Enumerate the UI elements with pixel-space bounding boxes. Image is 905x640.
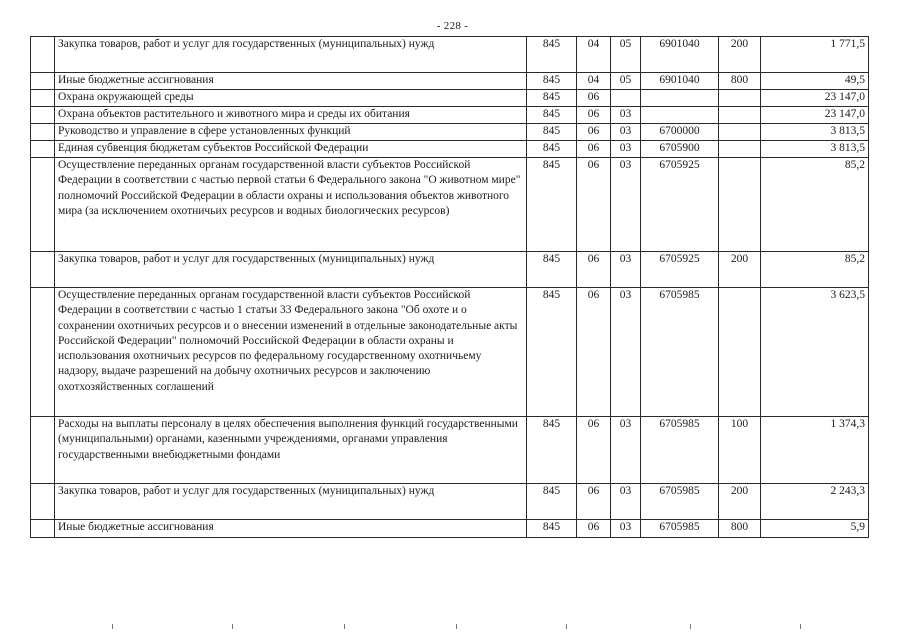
budget-table	[30, 36, 869, 538]
row-subsection	[611, 90, 641, 107]
row-expense-type: 200	[719, 484, 761, 520]
row-expense-type	[719, 90, 761, 107]
row-name: Охрана объектов растительного и животного мира и среды их обитания	[55, 107, 527, 124]
row-sum: 1 374,3	[761, 417, 869, 484]
row-margin-cell	[31, 252, 55, 288]
row-sum: 2 243,3	[761, 484, 869, 520]
row-margin-cell	[31, 37, 55, 73]
row-target-article	[641, 107, 719, 124]
row-section: 06	[577, 252, 611, 288]
row-grbs: 845	[527, 520, 577, 538]
table-row	[31, 90, 869, 107]
row-grbs: 845	[527, 90, 577, 107]
row-subsection: 03	[611, 107, 641, 124]
row-subsection: 03	[611, 288, 641, 417]
row-target-article: 6705925	[641, 252, 719, 288]
row-target-article: 6901040	[641, 37, 719, 73]
row-name: Закупка товаров, работ и услуг для государственных (муниципальных) нужд	[55, 37, 527, 73]
table-row	[31, 288, 869, 417]
row-subsection: 05	[611, 37, 641, 73]
row-margin-cell	[31, 417, 55, 484]
row-subsection: 03	[611, 252, 641, 288]
row-target-article: 6705985	[641, 484, 719, 520]
row-grbs: 845	[527, 124, 577, 141]
row-subsection: 03	[611, 484, 641, 520]
row-sum: 23 147,0	[761, 90, 869, 107]
row-name: Иные бюджетные ассигнования	[55, 73, 527, 90]
row-margin-cell	[31, 520, 55, 538]
table-row	[31, 107, 869, 124]
row-sum: 3 813,5	[761, 124, 869, 141]
row-target-article: 6700000	[641, 124, 719, 141]
row-expense-type	[719, 141, 761, 158]
row-margin-cell	[31, 288, 55, 417]
row-grbs: 845	[527, 484, 577, 520]
row-grbs: 845	[527, 107, 577, 124]
row-section: 06	[577, 520, 611, 538]
row-margin-cell	[31, 73, 55, 90]
row-expense-type: 800	[719, 73, 761, 90]
row-sum: 1 771,5	[761, 37, 869, 73]
row-target-article: 6705900	[641, 141, 719, 158]
row-section: 06	[577, 141, 611, 158]
row-section: 06	[577, 417, 611, 484]
row-margin-cell	[31, 107, 55, 124]
row-expense-type: 200	[719, 37, 761, 73]
row-subsection: 03	[611, 158, 641, 252]
row-name: Осуществление переданных органам государственной власти субъектов Российской Федерации в соответствии с частью 1 статьи 33 Федерального закона "Об охоте и о сохранении охотничьих ресурсов и о внесении изменений в отдельные законодательные акты Российской Федерации" полномочий Российской Федерации в области охраны и использования охотничьих ресурсов по федеральному государственному охотничьему надзору, выдаче разрешений на добычу охотничьих ресурсов и заключению охотхозяйственных соглашений	[55, 288, 527, 417]
row-grbs: 845	[527, 141, 577, 158]
row-subsection: 03	[611, 141, 641, 158]
row-name: Осуществление переданных органам государственной власти субъектов Российской Федерации в соответствии с частью первой статьи 6 Федерального закона "О животном мире" полномочий Российской Федерации в области охраны и использования объектов животного мира (за исключением охотничьих ресурсов и водных биологических ресурсов)	[55, 158, 527, 252]
row-subsection: 05	[611, 73, 641, 90]
row-section: 04	[577, 37, 611, 73]
row-sum: 3 813,5	[761, 141, 869, 158]
row-expense-type: 200	[719, 252, 761, 288]
row-sum: 23 147,0	[761, 107, 869, 124]
row-expense-type: 100	[719, 417, 761, 484]
row-expense-type	[719, 107, 761, 124]
row-grbs: 845	[527, 417, 577, 484]
table-row	[31, 141, 869, 158]
row-expense-type	[719, 288, 761, 417]
row-sum: 49,5	[761, 73, 869, 90]
row-name: Закупка товаров, работ и услуг для государственных (муниципальных) нужд	[55, 252, 527, 288]
row-margin-cell	[31, 90, 55, 107]
row-section: 04	[577, 73, 611, 90]
row-margin-cell	[31, 158, 55, 252]
row-margin-cell	[31, 141, 55, 158]
table-row	[31, 252, 869, 288]
row-subsection: 03	[611, 520, 641, 538]
row-section: 06	[577, 107, 611, 124]
row-expense-type	[719, 158, 761, 252]
row-grbs: 845	[527, 73, 577, 90]
row-target-article: 6705985	[641, 417, 719, 484]
scan-edge-marks	[0, 624, 905, 630]
table-row	[31, 158, 869, 252]
row-name: Иные бюджетные ассигнования	[55, 520, 527, 538]
row-grbs: 845	[527, 158, 577, 252]
row-name: Закупка товаров, работ и услуг для государственных (муниципальных) нужд	[55, 484, 527, 520]
row-section: 06	[577, 288, 611, 417]
row-section: 06	[577, 90, 611, 107]
table-row	[31, 417, 869, 484]
row-subsection: 03	[611, 417, 641, 484]
row-sum: 85,2	[761, 252, 869, 288]
row-expense-type	[719, 124, 761, 141]
row-target-article: 6705985	[641, 288, 719, 417]
row-margin-cell	[31, 484, 55, 520]
row-sum: 3 623,5	[761, 288, 869, 417]
row-sum: 85,2	[761, 158, 869, 252]
row-target-article: 6705985	[641, 520, 719, 538]
row-name: Расходы на выплаты персоналу в целях обеспечения выполнения функций государственными (муниципальными) органами, казенными учреждениями, органами управления государственными внебюджетными фондами	[55, 417, 527, 484]
row-grbs: 845	[527, 37, 577, 73]
row-name: Единая субвенция бюджетам субъектов Российской Федерации	[55, 141, 527, 158]
row-target-article: 6705925	[641, 158, 719, 252]
table-row	[31, 37, 869, 73]
table-row	[31, 484, 869, 520]
row-expense-type: 800	[719, 520, 761, 538]
table-row	[31, 520, 869, 538]
row-grbs: 845	[527, 288, 577, 417]
row-grbs: 845	[527, 252, 577, 288]
row-section: 06	[577, 158, 611, 252]
row-name: Охрана окружающей среды	[55, 90, 527, 107]
row-target-article	[641, 90, 719, 107]
page-number: - 228 -	[436, 20, 469, 32]
row-section: 06	[577, 484, 611, 520]
row-margin-cell	[31, 124, 55, 141]
row-target-article: 6901040	[641, 73, 719, 90]
row-subsection: 03	[611, 124, 641, 141]
table-row	[31, 124, 869, 141]
row-sum: 5,9	[761, 520, 869, 538]
table-row	[31, 73, 869, 90]
row-section: 06	[577, 124, 611, 141]
row-name: Руководство и управление в сфере установленных функций	[55, 124, 527, 141]
